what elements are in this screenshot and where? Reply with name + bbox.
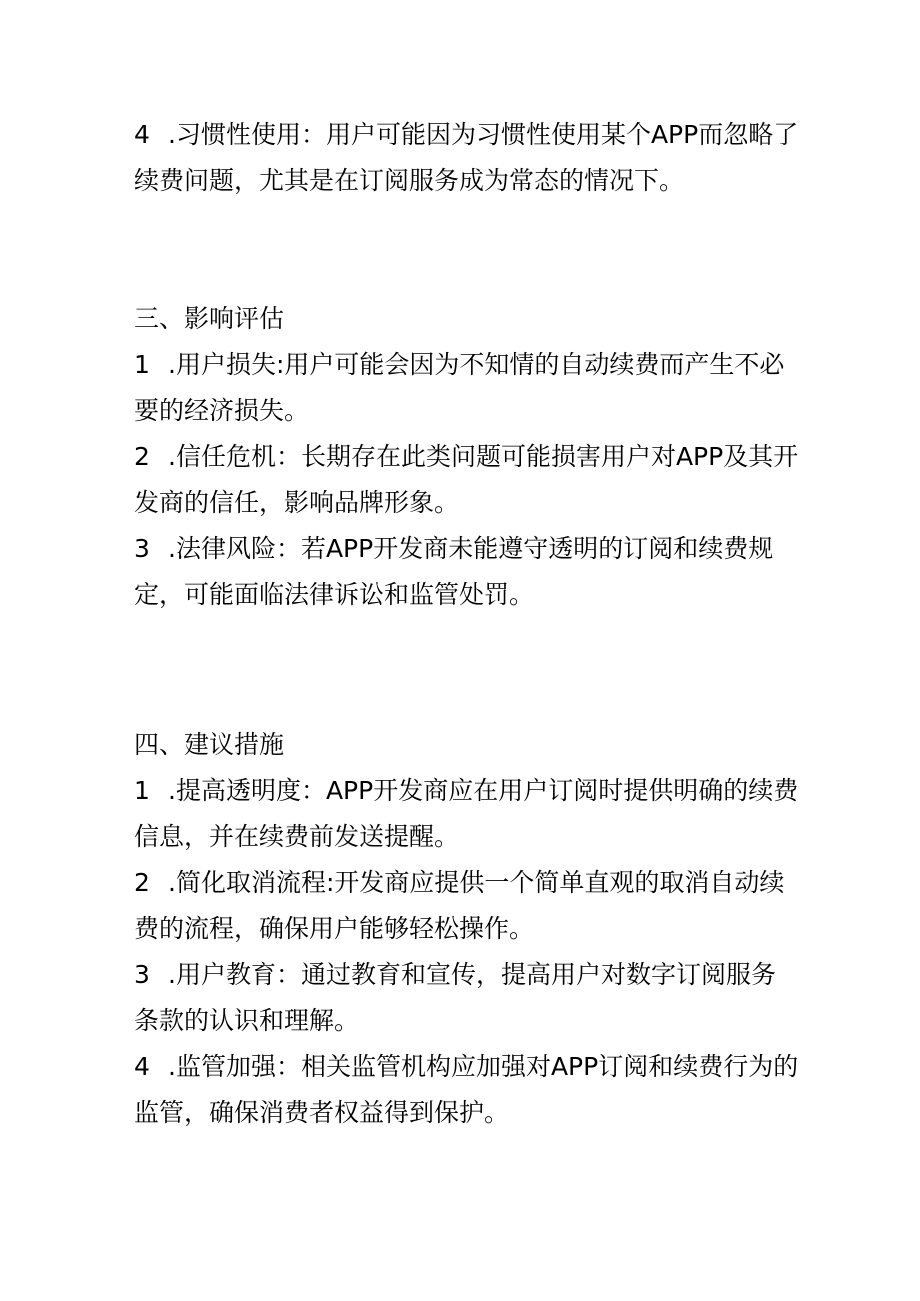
item-number: 4 (134, 1052, 150, 1081)
item-text: .提高透明度：APP开发商应在用户订阅时提供明确的续费信息，并在续费前发送提醒。 (134, 776, 799, 851)
list-item-user-loss (134, 342, 800, 434)
list-item-habitual-use (134, 112, 800, 204)
section-heading-impact: 三、影响评估 (134, 304, 285, 333)
list-item-transparency (134, 768, 800, 860)
list-item-user-education (134, 952, 800, 1044)
item-text: .简化取消流程:开发商应提供一个简单直观的取消自动续费的流程，确保用户能够轻松操作。 (134, 868, 785, 943)
item-number: 4 (134, 120, 150, 149)
document-page (134, 112, 800, 1136)
list-item-regulation (134, 1044, 800, 1136)
item-text: .习惯性使用：用户可能因为习惯性使用某个APP而忽略了续费问题，尤其是在订阅服务成为常态的情况下。 (134, 120, 799, 195)
item-text: .用户教育：通过教育和宣传，提高用户对数字订阅服务条款的认识和理解。 (134, 960, 776, 1035)
item-text: .信任危机：长期存在此类问题可能损害用户对APP及其开发商的信任，影响品牌形象。 (134, 442, 799, 517)
item-number: 3 (134, 534, 150, 563)
item-number: 1 (134, 776, 150, 805)
spacer (134, 204, 800, 296)
list-item-legal-risk (134, 526, 800, 618)
item-text: .监管加强：相关监管机构应加强对APP订阅和续费行为的监管，确保消费者权益得到保护。 (134, 1052, 799, 1127)
item-number: 1 (134, 350, 150, 379)
item-number: 3 (134, 960, 150, 989)
list-item-trust-crisis (134, 434, 800, 526)
item-number: 2 (134, 868, 150, 897)
list-item-simplify-cancel (134, 860, 800, 952)
item-text: .用户损失:用户可能会因为不知情的自动续费而产生不必要的经济损失。 (134, 350, 785, 425)
spacer (134, 618, 800, 722)
item-number: 2 (134, 442, 150, 471)
section-heading-recommendations: 四、建议措施 (134, 730, 285, 759)
item-text: .法律风险：若APP开发商未能遵守透明的订阅和续费规定，可能面临法律诉讼和监管处罚。 (134, 534, 774, 609)
